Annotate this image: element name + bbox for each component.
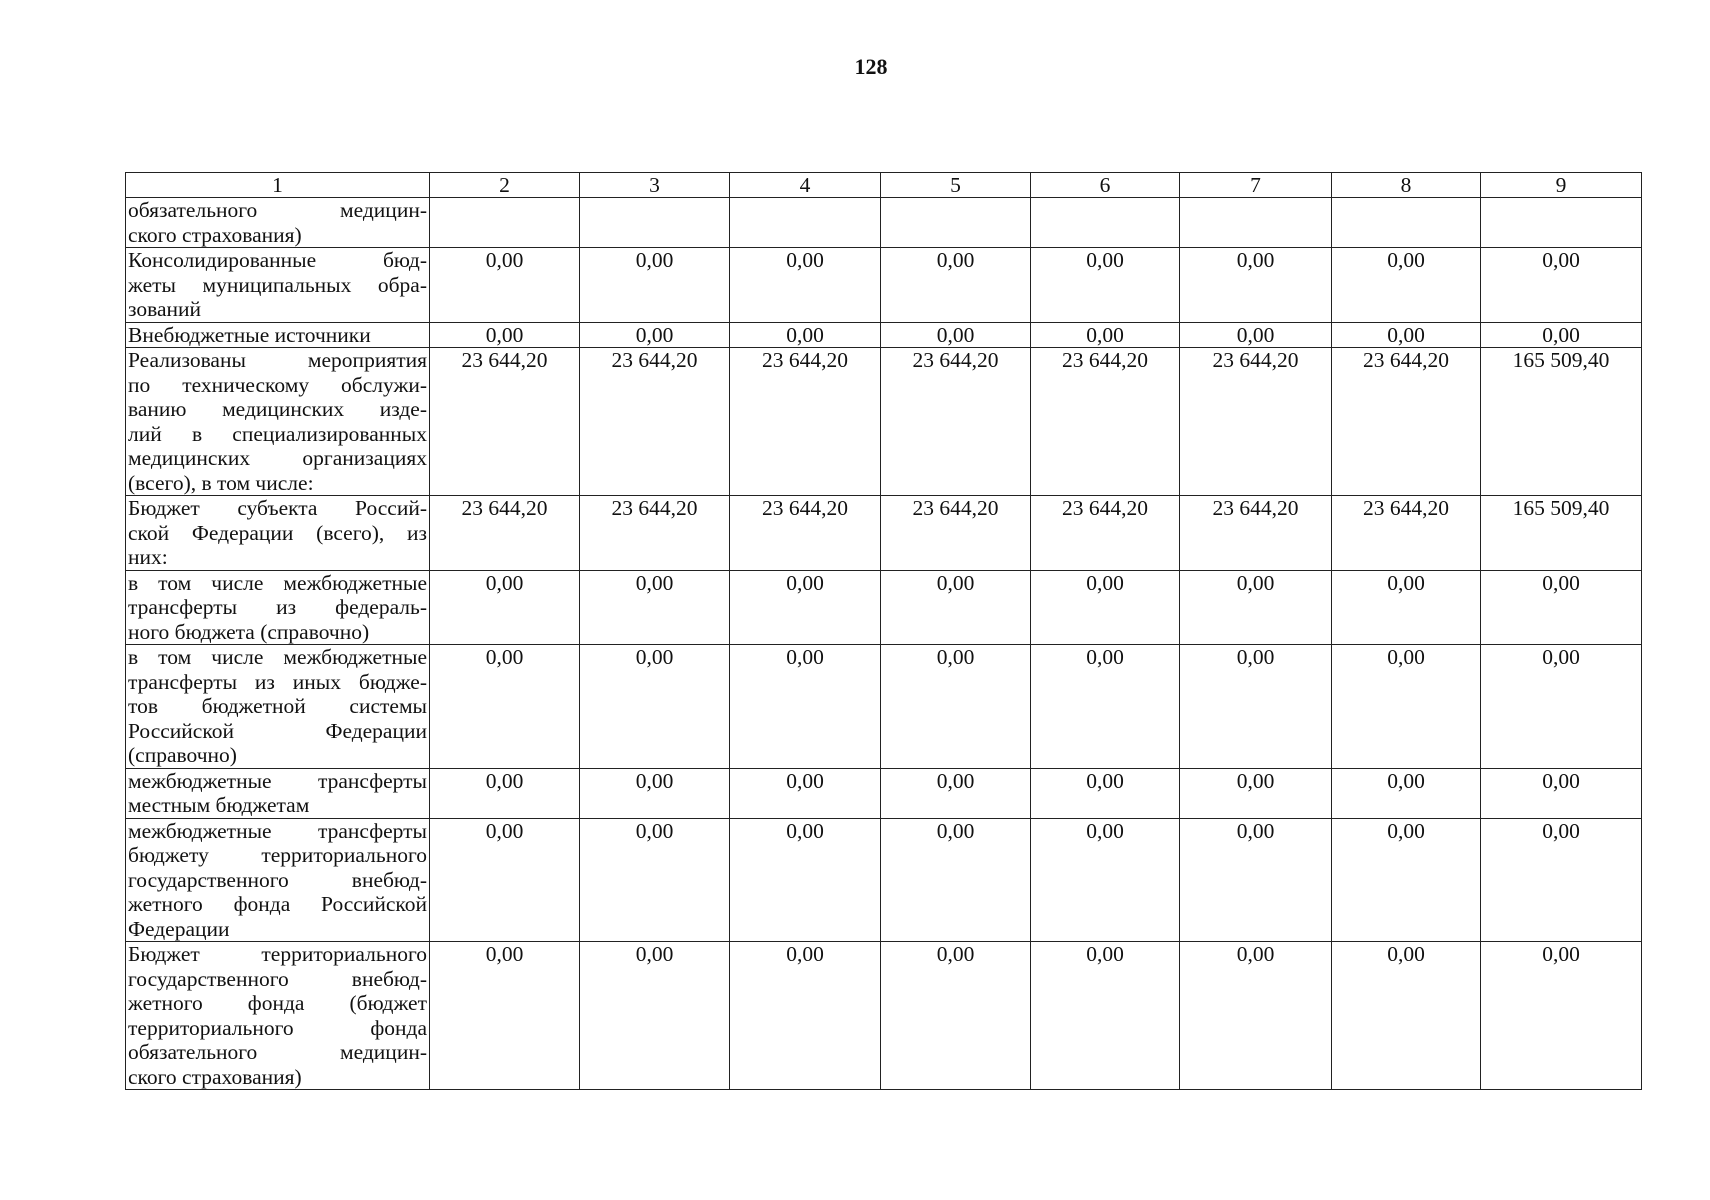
- value-cell: 0,00: [1180, 248, 1332, 323]
- row-label-line: обязательного медицин-: [128, 1040, 427, 1064]
- value-cell: 0,00: [1180, 570, 1332, 645]
- row-label-line: ского страхования): [128, 222, 302, 247]
- row-label-line: межбюджетные трансферты: [128, 818, 427, 843]
- row-label-line: зований: [128, 297, 202, 321]
- value-cell: 165 509,40: [1481, 348, 1642, 496]
- value-cell: 23 644,20: [580, 496, 730, 571]
- row-label-line: Внебюджетные источники: [128, 322, 371, 347]
- value-cell: 23 644,20: [1031, 348, 1180, 496]
- value-cell: 0,00: [881, 645, 1031, 769]
- value-cell: 0,00: [580, 570, 730, 645]
- value-cell: [730, 198, 881, 248]
- table-row: [126, 348, 1642, 496]
- budget-table: [125, 172, 1642, 1090]
- value-cell: 0,00: [430, 942, 580, 1090]
- value-cell: 0,00: [1332, 570, 1481, 645]
- table-row: [126, 768, 1642, 818]
- column-header-9: 9: [1481, 173, 1642, 198]
- row-label-line: Федерации: [128, 916, 230, 941]
- row-label-line: (справочно): [128, 743, 237, 767]
- value-cell: 0,00: [881, 818, 1031, 942]
- row-label: [126, 322, 430, 348]
- value-cell: 0,00: [430, 248, 580, 323]
- row-label-line: ванию медицинских изде-: [128, 397, 427, 421]
- page-number: 128: [854, 54, 888, 79]
- value-cell: 0,00: [1481, 818, 1642, 942]
- value-cell: 0,00: [881, 768, 1031, 818]
- value-cell: 23 644,20: [881, 348, 1031, 496]
- row-label-line: тов бюджетной системы: [128, 694, 427, 718]
- value-cell: 0,00: [1180, 818, 1332, 942]
- value-cell: 0,00: [1481, 570, 1642, 645]
- column-header-6: 6: [1031, 173, 1180, 198]
- value-cell: 0,00: [430, 322, 580, 348]
- value-cell: [1332, 198, 1481, 248]
- value-cell: 23 644,20: [1180, 496, 1332, 571]
- column-number-row: [126, 173, 1642, 198]
- value-cell: 0,00: [430, 818, 580, 942]
- value-cell: 165 509,40: [1481, 496, 1642, 571]
- row-label-line: государственного внебюд-: [128, 966, 427, 991]
- table-row: [126, 198, 1642, 248]
- value-cell: 0,00: [1031, 818, 1180, 942]
- value-cell: 0,00: [580, 645, 730, 769]
- value-cell: 0,00: [1481, 645, 1642, 769]
- row-label-line: медицинских организациях: [128, 446, 427, 470]
- value-cell: 23 644,20: [1180, 348, 1332, 496]
- value-cell: 0,00: [580, 768, 730, 818]
- row-label-line: Консолидированные бюд-: [128, 248, 427, 272]
- row-label-line: Российской Федерации: [128, 718, 427, 743]
- value-cell: 0,00: [580, 942, 730, 1090]
- value-cell: 0,00: [730, 942, 881, 1090]
- column-header-8: 8: [1332, 173, 1481, 198]
- value-cell: 0,00: [730, 768, 881, 818]
- value-cell: 0,00: [1031, 645, 1180, 769]
- value-cell: 0,00: [881, 942, 1031, 1090]
- row-label-line: Бюджет субъекта Россий-: [128, 496, 427, 520]
- row-label: [126, 248, 430, 323]
- value-cell: 0,00: [730, 248, 881, 323]
- row-label: [126, 942, 430, 1090]
- row-label: [126, 645, 430, 769]
- value-cell: 0,00: [1180, 942, 1332, 1090]
- value-cell: 0,00: [1481, 322, 1642, 348]
- value-cell: 0,00: [730, 322, 881, 348]
- row-label-line: в том числе межбюджетные: [128, 645, 427, 669]
- value-cell: 0,00: [881, 248, 1031, 323]
- row-label-line: ского страхования): [128, 1064, 302, 1089]
- value-cell: 0,00: [1332, 645, 1481, 769]
- value-cell: 0,00: [580, 248, 730, 323]
- value-cell: 0,00: [1332, 818, 1481, 942]
- row-label-line: ного бюджета (справочно): [128, 619, 370, 644]
- value-cell: [1031, 198, 1180, 248]
- value-cell: 23 644,20: [1031, 496, 1180, 571]
- value-cell: 0,00: [1332, 942, 1481, 1090]
- value-cell: 23 644,20: [430, 496, 580, 571]
- value-cell: 23 644,20: [1332, 496, 1481, 571]
- row-label: [126, 198, 430, 248]
- row-label: [126, 818, 430, 942]
- value-cell: 0,00: [1481, 248, 1642, 323]
- table-row: [126, 496, 1642, 571]
- value-cell: [430, 198, 580, 248]
- row-label-line: местным бюджетам: [128, 793, 310, 817]
- row-label-line: межбюджетные трансферты: [128, 768, 427, 793]
- value-cell: 0,00: [1481, 768, 1642, 818]
- value-cell: 0,00: [1031, 248, 1180, 323]
- row-label-line: трансферты из иных бюдже-: [128, 669, 427, 694]
- value-cell: 0,00: [580, 818, 730, 942]
- value-cell: 0,00: [1481, 942, 1642, 1090]
- row-label-line: бюджету территориального: [128, 843, 427, 867]
- value-cell: 23 644,20: [1332, 348, 1481, 496]
- row-label-line: ской Федерации (всего), из: [128, 520, 427, 545]
- value-cell: 23 644,20: [881, 496, 1031, 571]
- value-cell: 0,00: [730, 570, 881, 645]
- value-cell: 0,00: [1031, 322, 1180, 348]
- row-label: [126, 570, 430, 645]
- column-header-3: 3: [580, 173, 730, 198]
- value-cell: 23 644,20: [580, 348, 730, 496]
- row-label: [126, 768, 430, 818]
- row-label-line: них:: [128, 545, 168, 569]
- table-row: [126, 248, 1642, 323]
- row-label: [126, 348, 430, 496]
- value-cell: 0,00: [1180, 322, 1332, 348]
- value-cell: 0,00: [430, 645, 580, 769]
- row-label-line: государственного внебюд-: [128, 867, 427, 892]
- row-label-line: по техническому обслужи-: [128, 372, 427, 397]
- value-cell: 0,00: [430, 768, 580, 818]
- column-header-4: 4: [730, 173, 881, 198]
- row-label-line: обязательного медицин-: [128, 198, 427, 222]
- value-cell: 0,00: [730, 645, 881, 769]
- row-label-line: Реализованы мероприятия: [128, 348, 427, 372]
- row-label-line: лий в специализированных: [128, 421, 427, 446]
- value-cell: 0,00: [881, 322, 1031, 348]
- value-cell: 0,00: [1180, 645, 1332, 769]
- column-header-2: 2: [430, 173, 580, 198]
- value-cell: 0,00: [1031, 942, 1180, 1090]
- row-label-line: (всего), в том числе:: [128, 470, 314, 495]
- value-cell: [1180, 198, 1332, 248]
- table-row: [126, 645, 1642, 769]
- value-cell: 0,00: [1332, 768, 1481, 818]
- value-cell: 0,00: [1180, 768, 1332, 818]
- value-cell: 0,00: [580, 322, 730, 348]
- row-label-line: Бюджет территориального: [128, 942, 427, 966]
- column-header-1: 1: [126, 173, 430, 198]
- column-header-5: 5: [881, 173, 1031, 198]
- column-header-7: 7: [1180, 173, 1332, 198]
- row-label-line: в том числе межбюджетные: [128, 570, 427, 595]
- table-body: [126, 198, 1642, 1090]
- value-cell: 23 644,20: [730, 348, 881, 496]
- table-row: [126, 942, 1642, 1090]
- value-cell: 0,00: [730, 818, 881, 942]
- value-cell: 0,00: [881, 570, 1031, 645]
- row-label-line: жетного фонда Российской: [128, 892, 427, 916]
- row-label-line: трансферты из федераль-: [128, 595, 427, 619]
- value-cell: 0,00: [430, 570, 580, 645]
- table-row: [126, 322, 1642, 348]
- value-cell: 0,00: [1031, 768, 1180, 818]
- value-cell: [881, 198, 1031, 248]
- value-cell: 23 644,20: [730, 496, 881, 571]
- value-cell: 0,00: [1332, 322, 1481, 348]
- row-label-line: территориального фонда: [128, 1015, 427, 1040]
- row-label: [126, 496, 430, 571]
- value-cell: 0,00: [1031, 570, 1180, 645]
- value-cell: 23 644,20: [430, 348, 580, 496]
- row-label-line: жетного фонда (бюджет: [128, 991, 427, 1015]
- value-cell: 0,00: [1332, 248, 1481, 323]
- table-row: [126, 570, 1642, 645]
- value-cell: [1481, 198, 1642, 248]
- row-label-line: жеты муниципальных обра-: [128, 272, 427, 297]
- table-row: [126, 818, 1642, 942]
- value-cell: [580, 198, 730, 248]
